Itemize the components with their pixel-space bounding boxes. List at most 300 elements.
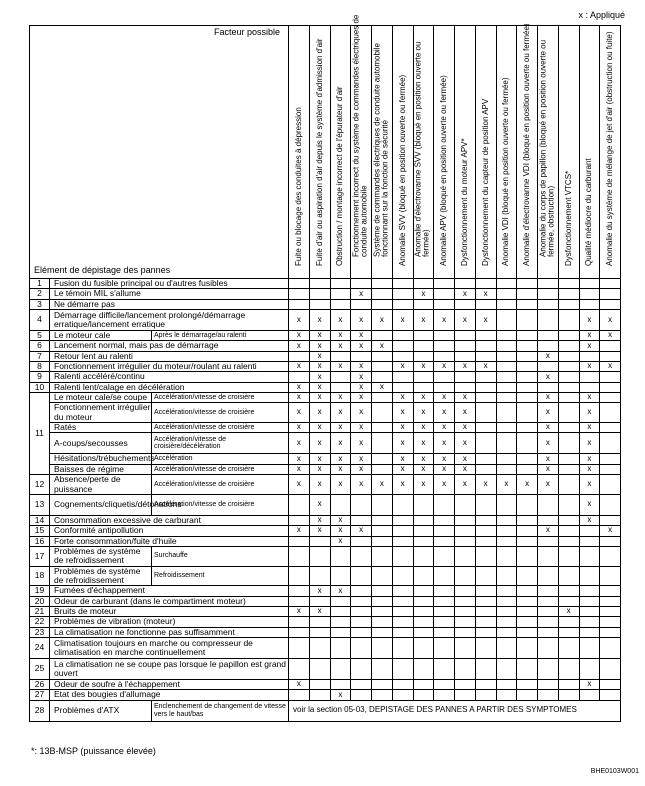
table-row — [30, 341, 621, 351]
applicability-cell — [413, 279, 434, 289]
applicability-cell — [579, 566, 600, 586]
applicability-cell: x — [289, 362, 310, 372]
applicability-cell — [413, 341, 434, 351]
applicability-cell — [413, 331, 434, 341]
applicability-cell — [558, 566, 579, 586]
applicability-cell — [434, 331, 455, 341]
row-number: 14 — [30, 515, 50, 525]
applicability-cell: x — [309, 362, 330, 372]
applicability-cell: x — [392, 475, 413, 495]
column-header-label: Anomalie du corps de papillon (bloqué en position ouverte ou fermée, obstruction) — [538, 40, 556, 258]
applicability-cell: x — [330, 393, 351, 403]
applicability-cell — [434, 606, 455, 616]
applicability-cell: x — [309, 331, 330, 341]
applicability-cell — [413, 351, 434, 361]
legend: x : Appliqué — [578, 10, 625, 20]
row-condition: Surchauffe — [152, 546, 289, 566]
applicability-cell: x — [289, 341, 310, 351]
applicability-cell — [496, 566, 517, 586]
row-number: 7 — [30, 351, 50, 361]
applicability-cell — [496, 289, 517, 299]
applicability-cell — [392, 289, 413, 299]
applicability-cell — [517, 586, 538, 596]
applicability-cell — [517, 454, 538, 464]
row-number: 24 — [30, 637, 50, 658]
row-label: Ne démarre pas — [50, 299, 289, 309]
applicability-cell — [434, 566, 455, 586]
applicability-cell — [579, 637, 600, 658]
applicability-cell — [600, 372, 621, 382]
applicability-cell — [517, 464, 538, 474]
applicability-cell — [517, 372, 538, 382]
table-row — [30, 362, 621, 372]
column-header-label: Qualité médiocre du carburant — [584, 157, 594, 266]
applicability-cell — [392, 515, 413, 525]
applicability-cell — [496, 515, 517, 525]
applicability-cell — [434, 299, 455, 309]
applicability-cell — [517, 433, 538, 454]
applicability-cell — [434, 526, 455, 536]
applicability-cell — [538, 494, 559, 515]
row-condition: Accélération/vitesse de croisière — [152, 393, 289, 403]
applicability-cell — [496, 310, 517, 331]
row-number: 10 — [30, 382, 50, 392]
table-row — [30, 475, 621, 495]
applicability-cell — [538, 536, 559, 546]
column-header — [496, 26, 517, 279]
applicability-cell: x — [413, 464, 434, 474]
applicability-cell — [392, 679, 413, 689]
applicability-cell — [413, 566, 434, 586]
applicability-cell: x — [600, 331, 621, 341]
applicability-cell — [538, 627, 559, 637]
applicability-cell: x — [579, 423, 600, 433]
applicability-cell — [309, 546, 330, 566]
table-row — [30, 433, 621, 454]
applicability-cell — [372, 586, 393, 596]
applicability-cell: x — [330, 433, 351, 454]
applicability-cell — [434, 279, 455, 289]
applicability-cell — [372, 362, 393, 372]
applicability-cell — [330, 566, 351, 586]
applicability-cell — [517, 279, 538, 289]
applicability-cell — [309, 536, 330, 546]
applicability-cell — [392, 658, 413, 679]
row-number: 28 — [30, 700, 50, 721]
row-label: Lancement normal, mais pas de démarrage — [50, 341, 289, 351]
applicability-cell — [372, 617, 393, 627]
row-number: 23 — [30, 627, 50, 637]
applicability-cell: x — [413, 289, 434, 299]
applicability-cell — [558, 637, 579, 658]
applicability-cell — [600, 515, 621, 525]
applicability-cell: x — [413, 403, 434, 423]
row-number: 2 — [30, 289, 50, 299]
applicability-cell — [600, 279, 621, 289]
applicability-cell: x — [392, 362, 413, 372]
applicability-cell — [475, 690, 496, 700]
applicability-cell: x — [289, 454, 310, 464]
row-label: Fumées d'échappement — [50, 586, 289, 596]
applicability-cell: x — [372, 341, 393, 351]
row-condition: Après le démarrage/au ralenti — [152, 331, 289, 341]
applicability-cell — [330, 351, 351, 361]
applicability-cell — [558, 423, 579, 433]
applicability-cell — [372, 331, 393, 341]
applicability-cell: x — [517, 475, 538, 495]
applicability-cell — [558, 679, 579, 689]
applicability-cell — [351, 515, 372, 525]
applicability-cell: x — [351, 382, 372, 392]
applicability-cell: x — [496, 475, 517, 495]
applicability-cell: x — [309, 351, 330, 361]
row-label: Baisses de régime — [50, 464, 152, 474]
applicability-cell: x — [309, 586, 330, 596]
applicability-cell — [455, 526, 476, 536]
applicability-cell — [517, 289, 538, 299]
column-header — [289, 26, 310, 279]
applicability-cell — [289, 658, 310, 679]
applicability-cell — [600, 464, 621, 474]
applicability-cell — [475, 393, 496, 403]
applicability-cell — [579, 596, 600, 606]
applicability-cell — [351, 617, 372, 627]
applicability-cell — [517, 393, 538, 403]
applicability-cell — [517, 310, 538, 331]
applicability-cell — [372, 494, 393, 515]
applicability-cell: x — [351, 289, 372, 299]
applicability-cell — [330, 637, 351, 658]
row-condition: Enclenchement de changement de vitesse vers le haut/bas — [152, 700, 289, 721]
row-label: Ralenti lent/calage en décélération — [50, 382, 289, 392]
applicability-cell: x — [330, 475, 351, 495]
applicability-cell — [392, 627, 413, 637]
applicability-cell — [434, 596, 455, 606]
applicability-cell — [309, 289, 330, 299]
applicability-cell — [392, 351, 413, 361]
applicability-cell: x — [538, 464, 559, 474]
table-row — [30, 700, 621, 721]
applicability-cell: x — [434, 393, 455, 403]
applicability-cell: x — [413, 475, 434, 495]
applicability-cell: x — [330, 341, 351, 351]
applicability-cell — [558, 341, 579, 351]
applicability-cell — [538, 331, 559, 341]
applicability-cell — [538, 546, 559, 566]
column-header-label: Anomalie d'électrovanne VDI (bloqué en position ouverte ou fermée) — [521, 23, 531, 266]
applicability-cell — [600, 494, 621, 515]
applicability-cell — [517, 637, 538, 658]
applicability-cell — [372, 566, 393, 586]
applicability-cell — [579, 627, 600, 637]
row-label: Problèmes d'ATX — [50, 700, 152, 721]
table-row — [30, 658, 621, 679]
applicability-cell — [351, 586, 372, 596]
applicability-cell — [455, 658, 476, 679]
applicability-cell — [351, 279, 372, 289]
row-label: Fonctionnement irrégulier du moteur/roulant au ralenti — [50, 362, 289, 372]
row-label: Forte consommation/fuite d'huile — [50, 536, 289, 546]
applicability-cell: x — [579, 679, 600, 689]
applicability-cell — [558, 617, 579, 627]
applicability-cell: x — [538, 393, 559, 403]
applicability-cell: x — [579, 393, 600, 403]
applicability-cell — [455, 679, 476, 689]
applicability-cell: x — [538, 351, 559, 361]
applicability-cell — [372, 606, 393, 616]
applicability-cell — [289, 596, 310, 606]
applicability-cell — [600, 586, 621, 596]
applicability-cell — [538, 279, 559, 289]
applicability-cell: x — [351, 423, 372, 433]
applicability-cell — [309, 679, 330, 689]
applicability-cell — [309, 617, 330, 627]
column-header — [558, 26, 579, 279]
applicability-cell — [496, 393, 517, 403]
applicability-cell — [372, 403, 393, 423]
applicability-cell — [455, 299, 476, 309]
applicability-cell — [579, 382, 600, 392]
applicability-cell: x — [579, 331, 600, 341]
applicability-cell — [538, 617, 559, 627]
applicability-cell: x — [309, 372, 330, 382]
table-row — [30, 546, 621, 566]
applicability-cell — [600, 536, 621, 546]
applicability-cell — [475, 341, 496, 351]
applicability-cell — [558, 382, 579, 392]
column-header-label: Système de commandes électriques de conduite automobile fonctionnant sur la fonction de sécurité — [372, 43, 390, 258]
applicability-cell — [351, 536, 372, 546]
applicability-cell: x — [538, 423, 559, 433]
applicability-cell — [496, 433, 517, 454]
applicability-cell — [496, 596, 517, 606]
table-row — [30, 596, 621, 606]
applicability-cell: x — [475, 310, 496, 331]
applicability-cell — [558, 526, 579, 536]
applicability-cell: x — [434, 454, 455, 464]
applicability-cell — [392, 606, 413, 616]
applicability-cell — [558, 310, 579, 331]
applicability-cell: x — [455, 403, 476, 423]
applicability-cell: x — [372, 475, 393, 495]
applicability-cell — [517, 403, 538, 423]
applicability-cell — [455, 372, 476, 382]
applicability-cell — [372, 299, 393, 309]
row-number: 16 — [30, 536, 50, 546]
applicability-cell — [600, 596, 621, 606]
row-number: 4 — [30, 310, 50, 331]
applicability-cell — [413, 536, 434, 546]
row-number: 9 — [30, 372, 50, 382]
table-row — [30, 627, 621, 637]
applicability-cell — [289, 627, 310, 637]
applicability-cell: x — [538, 526, 559, 536]
applicability-cell: x — [309, 475, 330, 495]
applicability-cell — [517, 658, 538, 679]
table-row — [30, 393, 621, 403]
applicability-cell — [496, 351, 517, 361]
applicability-cell: x — [434, 433, 455, 454]
row-number: 11 — [30, 393, 50, 475]
applicability-cell — [392, 546, 413, 566]
applicability-cell: x — [289, 606, 310, 616]
applicability-cell: x — [455, 464, 476, 474]
applicability-cell: x — [289, 464, 310, 474]
applicability-cell — [538, 515, 559, 525]
applicability-cell — [600, 637, 621, 658]
applicability-cell: x — [475, 289, 496, 299]
applicability-cell — [455, 331, 476, 341]
applicability-cell — [600, 690, 621, 700]
row-condition: Accélération/vitesse de croisière — [152, 403, 289, 423]
applicability-cell: x — [351, 433, 372, 454]
row-label: Cognements/cliquetis/détonations — [50, 494, 152, 515]
table-row — [30, 494, 621, 515]
applicability-cell — [392, 331, 413, 341]
applicability-cell — [392, 596, 413, 606]
row-label: Absence/perte de puissance — [50, 475, 152, 495]
applicability-cell — [434, 341, 455, 351]
applicability-cell — [372, 433, 393, 454]
row-label: La climatisation ne se coupe pas lorsque le papillon est grand ouvert — [50, 658, 289, 679]
applicability-cell — [455, 494, 476, 515]
table-body — [30, 279, 621, 722]
applicability-cell: x — [455, 454, 476, 464]
applicability-cell — [579, 299, 600, 309]
applicability-cell — [413, 627, 434, 637]
row-condition: Accélération/vitesse de croisière — [152, 475, 289, 495]
applicability-cell: x — [475, 475, 496, 495]
row-number: 5 — [30, 331, 50, 341]
applicability-cell — [496, 690, 517, 700]
applicability-cell — [600, 351, 621, 361]
applicability-cell — [558, 515, 579, 525]
applicability-cell: x — [330, 403, 351, 423]
applicability-cell — [538, 289, 559, 299]
applicability-cell — [289, 299, 310, 309]
applicability-cell — [434, 627, 455, 637]
applicability-cell — [372, 423, 393, 433]
applicability-cell — [517, 679, 538, 689]
applicability-cell — [351, 658, 372, 679]
row-condition: Accélération/vitesse de croisière — [152, 423, 289, 433]
table-row — [30, 606, 621, 616]
factor-label: Facteur possible — [213, 27, 281, 37]
applicability-cell — [538, 310, 559, 331]
applicability-cell — [558, 546, 579, 566]
applicability-cell: x — [392, 403, 413, 423]
row-label: A-coups/secousses — [50, 433, 152, 454]
table-row — [30, 310, 621, 331]
applicability-cell — [330, 617, 351, 627]
applicability-cell — [392, 341, 413, 351]
applicability-cell — [538, 299, 559, 309]
applicability-cell — [289, 536, 310, 546]
applicability-cell — [558, 289, 579, 299]
applicability-cell — [475, 331, 496, 341]
applicability-cell — [600, 454, 621, 464]
applicability-cell — [475, 279, 496, 289]
applicability-cell — [517, 526, 538, 536]
applicability-cell: x — [413, 393, 434, 403]
applicability-cell — [351, 627, 372, 637]
applicability-cell — [330, 372, 351, 382]
applicability-cell — [434, 637, 455, 658]
applicability-cell: x — [309, 526, 330, 536]
applicability-cell — [309, 658, 330, 679]
applicability-cell — [372, 546, 393, 566]
applicability-cell — [475, 515, 496, 525]
applicability-cell — [392, 382, 413, 392]
column-header — [392, 26, 413, 279]
row-number: 26 — [30, 679, 50, 689]
applicability-cell — [434, 289, 455, 299]
applicability-cell — [517, 536, 538, 546]
applicability-cell: x — [330, 362, 351, 372]
applicability-cell: x — [330, 536, 351, 546]
applicability-cell — [413, 299, 434, 309]
applicability-cell — [455, 515, 476, 525]
applicability-cell — [434, 546, 455, 566]
applicability-cell — [372, 515, 393, 525]
applicability-cell — [558, 331, 579, 341]
applicability-cell: x — [309, 606, 330, 616]
applicability-cell — [455, 627, 476, 637]
table-row — [30, 289, 621, 299]
applicability-cell — [434, 586, 455, 596]
applicability-cell — [496, 299, 517, 309]
applicability-cell — [475, 423, 496, 433]
applicability-cell — [392, 372, 413, 382]
applicability-cell — [330, 627, 351, 637]
column-header-label: Fuite ou blocage des conduites à dépression — [293, 106, 303, 266]
column-header-label: Anomalie SVV (bloqué en position ouverte ou fermée) — [397, 74, 407, 266]
header-cell — [30, 26, 289, 279]
applicability-cell: x — [434, 423, 455, 433]
applicability-cell — [392, 566, 413, 586]
applicability-cell — [475, 546, 496, 566]
applicability-cell — [413, 690, 434, 700]
applicability-cell — [309, 637, 330, 658]
applicability-cell — [372, 372, 393, 382]
applicability-cell — [372, 596, 393, 606]
applicability-cell: x — [289, 403, 310, 423]
applicability-cell: x — [600, 310, 621, 331]
row-number: 27 — [30, 690, 50, 700]
applicability-cell — [475, 403, 496, 423]
table-row — [30, 586, 621, 596]
applicability-cell — [413, 606, 434, 616]
applicability-cell: x — [330, 423, 351, 433]
applicability-cell — [413, 546, 434, 566]
applicability-cell — [496, 279, 517, 289]
applicability-cell — [330, 658, 351, 679]
applicability-cell: x — [455, 362, 476, 372]
applicability-cell — [600, 566, 621, 586]
applicability-cell — [330, 382, 351, 392]
applicability-cell — [517, 515, 538, 525]
applicability-cell — [496, 362, 517, 372]
applicability-cell — [496, 536, 517, 546]
row-number: 8 — [30, 362, 50, 372]
table-row — [30, 536, 621, 546]
row-label: Ratés — [50, 423, 152, 433]
table-row — [30, 515, 621, 525]
applicability-cell — [351, 637, 372, 658]
applicability-cell: x — [330, 690, 351, 700]
column-header — [309, 26, 330, 279]
applicability-cell — [496, 454, 517, 464]
